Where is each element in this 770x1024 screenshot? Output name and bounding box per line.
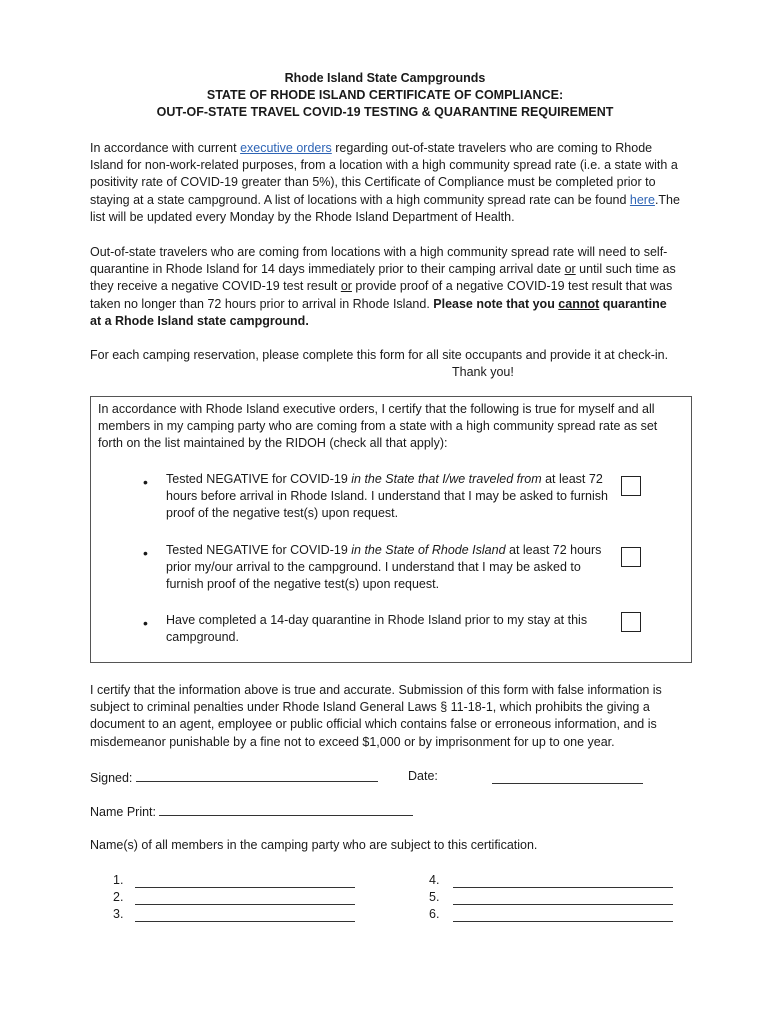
member-5-field[interactable] — [453, 904, 673, 905]
member-6-field[interactable] — [453, 921, 673, 922]
option-2-text-a: Tested NEGATIVE for COVID-19 — [166, 543, 352, 557]
checkbox-tested-rhode-island[interactable] — [621, 547, 641, 567]
document-header — [0, 70, 770, 121]
name-print-row — [90, 803, 413, 819]
option-1-emphasis: in the State that I/we traveled from — [351, 472, 542, 486]
member-3-field[interactable] — [135, 921, 355, 922]
signed-label: Signed: — [90, 771, 133, 785]
bullet-icon — [143, 617, 151, 625]
header-line-1: Rhode Island State Campgrounds — [284, 71, 486, 85]
name-print-label: Name Print: — [90, 805, 156, 819]
option-2-emphasis: in the State of Rhode Island — [351, 543, 506, 557]
cannot-emphasis: cannot — [558, 296, 600, 311]
intro-text-1: In accordance with current — [90, 141, 241, 155]
certify-statement: I certify that the information above is true and accurate. Submission of this form with false information is subject to criminal penalties under Rhode Island General Laws § 11-18-1, which prohibits the giving a document to an agent, employee or public official which contains false or erroneous information, and is misdemeanor punishable by a fine not to exceed $1,000 or by imprisonment for up to one year. — [90, 683, 662, 749]
members-label: Name(s) of all members in the camping party who are subject to this certification. — [90, 838, 538, 852]
or-underlined-1: or — [564, 262, 576, 277]
quarantine-paragraph — [90, 244, 680, 330]
date-label: Date: — [408, 769, 438, 783]
signature-field[interactable] — [136, 769, 378, 782]
certification-intro: In accordance with Rhode Island executive orders, I certify that the following is true for myself and all members in my camping party who are coming from a state with a high community spread rate as set forth on the list maintained by the RIDOH (check all that apply): — [98, 402, 658, 451]
quarantine-note-2: quarantine at a Rhode Island state campground. — [90, 296, 667, 328]
intro-text-2: regarding out-of-state travelers who are coming to Rhode Island for non-work-related purposes, from a location with a high community spread rate (i.e. a state with a positivity rate of COVID-19 greater than 5%), this Certificate of Compliance must be completed prior to staying at a state campground. A list of locations with a high community spread rate can be found — [90, 141, 678, 207]
member-number: 6. — [429, 907, 440, 921]
bullet-icon — [143, 476, 151, 484]
option-completed-quarantine — [166, 612, 611, 646]
here-link[interactable]: here — [629, 192, 655, 207]
member-2-field[interactable] — [135, 904, 355, 905]
option-tested-origin-state — [166, 471, 611, 523]
quarantine-text-2: until such time as they receive a negative COVID-19 test result — [90, 262, 676, 294]
reservation-instruction: For each camping reservation, please complete this form for all site occupants and provide it at check-in. — [90, 348, 669, 362]
member-4-field[interactable] — [453, 887, 673, 888]
checkbox-tested-origin-state[interactable] — [621, 476, 641, 496]
executive-orders-link[interactable]: executive orders — [240, 141, 332, 155]
option-1-text-b: at least 72 hours before arrival in Rhode Island. I understand that I may be asked to furnish proof of the negative test(s) upon request. — [166, 472, 608, 521]
intro-paragraph — [90, 140, 680, 226]
member-number: 1. — [113, 873, 124, 887]
option-1-text-a: Tested NEGATIVE for COVID-19 — [166, 472, 352, 486]
quarantine-text-3: provide proof of a negative COVID-19 test result that was taken no longer than 72 hours prior to arrival in Rhode Island. — [90, 279, 673, 311]
member-number: 3. — [113, 907, 124, 921]
option-3-text: Have completed a 14-day quarantine in Rhode Island prior to my stay at this campground. — [166, 613, 588, 645]
header-line-3: OUT-OF-STATE TRAVEL COVID-19 TESTING & QUARANTINE REQUIREMENT — [156, 105, 614, 119]
member-number: 2. — [113, 890, 124, 904]
member-1-field[interactable] — [135, 887, 355, 888]
intro-text-3: .The list will be updated every Monday by the Rhode Island Department of Health. — [90, 192, 680, 224]
bullet-icon — [143, 547, 151, 555]
member-number: 4. — [429, 873, 440, 887]
quarantine-note-1: Please note that you — [433, 296, 559, 311]
option-2-text-b: at least 72 hours prior my/our arrival to the campground. I understand that I may be asked to furnish proof of the negative test(s) upon request. — [166, 543, 602, 592]
certification-box — [90, 396, 692, 663]
member-number: 5. — [429, 890, 440, 904]
or-underlined-2: or — [340, 279, 352, 294]
header-line-2: STATE OF RHODE ISLAND CERTIFICATE OF COMPLIANCE: — [206, 88, 564, 102]
quarantine-text-1: Out-of-state travelers who are coming from locations with a high community spread rate will need to self-quarantine in Rhode Island for 14 days immediately prior to their camping arrival date — [90, 245, 668, 277]
signed-row — [90, 769, 378, 785]
thank-you-text: Thank you! — [452, 365, 514, 379]
option-tested-rhode-island — [166, 542, 611, 594]
name-print-field[interactable] — [159, 803, 413, 816]
date-field[interactable] — [492, 783, 643, 784]
checkbox-completed-quarantine[interactable] — [621, 612, 641, 632]
